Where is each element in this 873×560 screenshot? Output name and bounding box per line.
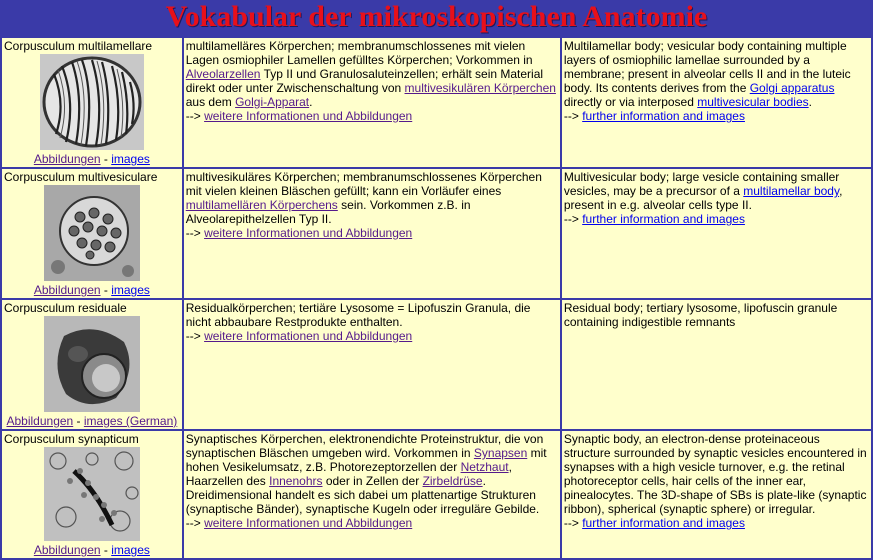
term-label: Corpusculum residuale — [4, 301, 127, 315]
definition-text: multivesikuläres Körperchen; membranumschlossenes Körperchen mit vielen kleinen Bläschen gefüllt; kann ein Vorläufer eines — [185, 170, 542, 198]
arrow-text: --> — [185, 516, 205, 530]
residual-body-micrograph[interactable] — [44, 316, 140, 412]
definition-text: mit hohen Vesikelumsatz, z.B. Photorezeptorzellen der — [185, 446, 547, 474]
synaptic-body-micrograph[interactable] — [44, 447, 140, 541]
definition-text: sein. Vorkommen z.B. in Alveolarepithelzellen Typ II. — [185, 198, 471, 226]
definition-text: Residual body; tertiary lysosome, lipofuscin granule containing indigestible remnants — [563, 301, 838, 329]
abbildungen-link[interactable]: Abbildungen — [33, 152, 101, 166]
definition-text: . — [309, 95, 313, 109]
arrow-text: --> — [563, 212, 583, 226]
definition-text: . Dreidimensional handelt es sich dabei um plattenartige Strukturen (synaptische Bänder), synaptische Kugeln oder irreguläre Gebilde. — [185, 474, 540, 516]
page-title: Vokabular der mikroskopischen Anatomie — [165, 0, 708, 33]
definition-text: , Haarzellen des — [185, 460, 512, 488]
term-label: Corpusculum synapticum — [4, 432, 139, 446]
english-definition-cell — [562, 38, 871, 167]
term-cell — [2, 300, 182, 429]
vocabulary-table — [0, 36, 873, 560]
more-info-link-de[interactable]: weitere Informationen und Abbildungen — [204, 109, 413, 123]
abbildungen-link[interactable]: Abbildungen — [33, 283, 101, 297]
abbildungen-link[interactable]: Abbildungen — [6, 414, 74, 428]
arrow-text: --> — [185, 109, 205, 123]
term-cell — [2, 169, 182, 298]
more-info-link-de[interactable]: weitere Informationen und Abbildungen — [204, 226, 413, 240]
images-link[interactable]: images — [111, 283, 150, 297]
synapsen-link[interactable]: Synapsen — [473, 446, 528, 460]
definition-text: oder in Zellen der — [322, 474, 423, 488]
german-definition-cell — [184, 169, 560, 298]
multivesicular-body-micrograph[interactable] — [44, 185, 140, 281]
term-cell — [2, 38, 182, 167]
netzhaut-link[interactable]: Netzhaut — [460, 460, 509, 474]
multilamellar-body-link[interactable]: multilamellar body — [743, 184, 840, 198]
table-row — [2, 169, 871, 298]
link-separator: - — [73, 414, 84, 428]
arrow-text: --> — [185, 226, 205, 240]
multivesicular-bodies-link[interactable]: multivesicular bodies — [697, 95, 809, 109]
golgi-apparat-link[interactable]: Golgi-Apparat — [235, 95, 310, 109]
innenohrs-link[interactable]: Innenohrs — [269, 474, 323, 488]
link-separator: - — [100, 543, 112, 557]
multilamellaeren-koerperchens-link[interactable]: multilamellären Körperchens — [185, 198, 338, 212]
zirbeldruese-link[interactable]: Zirbeldrüse — [422, 474, 483, 488]
image-links — [4, 543, 180, 557]
arrow-text: --> — [185, 329, 205, 343]
alveolarzellen-link[interactable]: Alveolarzellen — [185, 67, 261, 81]
definition-text: multilamelläres Körperchen; membranumschlossenes mit vielen Lagen osmiophiler Lamellen gefülltes Körperchen; Vorkommen in — [185, 39, 533, 67]
definition-text: . — [808, 95, 812, 109]
images-link[interactable]: images — [111, 543, 150, 557]
definition-text: directly or via interposed — [563, 95, 698, 109]
term-cell — [2, 431, 182, 558]
english-definition-cell — [562, 169, 871, 298]
more-info-link-de[interactable]: weitere Informationen und Abbildungen — [204, 329, 413, 343]
multivesikulaeren-koerperchen-link[interactable]: multivesikulären Körperchen — [404, 81, 556, 95]
german-definition-cell — [184, 431, 560, 558]
german-definition-cell — [184, 300, 560, 429]
table-row — [2, 38, 871, 167]
definition-text: Synaptisches Körperchen, elektronendichte Proteinstruktur, die von synaptischen Bläschen umgeben wird. Vorkommen in — [185, 432, 544, 460]
more-info-link-de[interactable]: weitere Informationen und Abbildungen — [204, 516, 413, 530]
definition-text: Residualkörperchen; tertiäre Lysosome = Lipofuszin Granula, die nicht abbaubare Restprodukte enthalten. — [185, 301, 531, 329]
german-definition-cell — [184, 38, 560, 167]
definition-text: Multivesicular body; large vesicle containing smaller vesicles, may be a precursor of a — [563, 170, 840, 198]
link-separator: - — [100, 152, 112, 166]
images-german-link[interactable]: images (German) — [83, 414, 178, 428]
multilamellar-body-micrograph[interactable] — [40, 54, 144, 150]
image-links — [4, 152, 180, 166]
arrow-text: --> — [563, 516, 583, 530]
arrow-text: --> — [563, 109, 583, 123]
term-label: Corpusculum multilamellare — [4, 39, 153, 53]
english-definition-cell — [562, 300, 871, 429]
definition-text: Synaptic body, an electron-dense proteinaceous structure surrounded by synaptic vesicles encountered in synapses with a high vesicle turnover, e.g. the retinal photoreceptor cells, hair cells of the inner ear, pinealocytes. The 3D-shape of SBs is plate-like (synaptic ribbon), spherical (synaptic sphere) or irregular. — [563, 432, 867, 516]
more-info-link-en[interactable]: further information and images — [582, 516, 745, 530]
more-info-link-en[interactable]: further information and images — [582, 212, 745, 226]
english-definition-cell — [562, 431, 871, 558]
link-separator: - — [100, 283, 112, 297]
term-label: Corpusculum multivesiculare — [4, 170, 158, 184]
definition-text: aus dem — [185, 95, 236, 109]
images-link[interactable]: images — [111, 152, 150, 166]
more-info-link-en[interactable]: further information and images — [582, 109, 745, 123]
definition-text: Multilamellar body; vesicular body containing multiple layers of osmiophilic lamellae surrounded by a membrane; present in alveolar cells II and in the luteic body. Its contents derives from the — [563, 39, 851, 95]
golgi-apparatus-link[interactable]: Golgi apparatus — [749, 81, 835, 95]
abbildungen-link[interactable]: Abbildungen — [33, 543, 101, 557]
table-row — [2, 431, 871, 558]
image-links — [4, 283, 180, 297]
table-row — [2, 300, 871, 429]
definition-text: , present in e.g. alveolar cells type II. — [563, 184, 843, 212]
definition-text: Typ II und Granulosaluteinzellen; erhält sein Material direkt oder unter Zwischenschaltung von — [185, 67, 544, 95]
image-links — [4, 414, 180, 428]
